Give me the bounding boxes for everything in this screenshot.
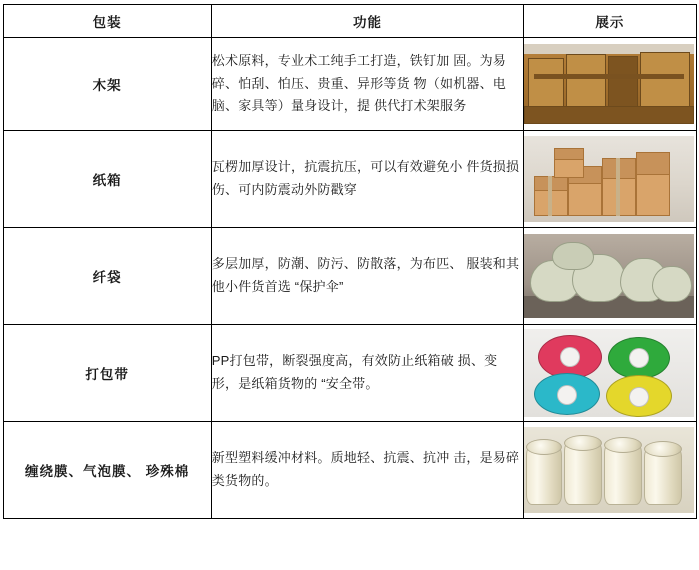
film-roll-cap (604, 437, 642, 453)
film-roll-cap (564, 435, 602, 451)
column-header-package: 包装 (3, 5, 211, 38)
package-function-cell: 多层加厚，防潮、防污、防散落，为布匹、 服装和其他小件货首选 “保护伞” (211, 228, 523, 325)
table-header (3, 5, 696, 38)
carton-box (636, 152, 670, 216)
table-row (3, 325, 696, 422)
crate-plank (534, 74, 684, 79)
packing-strap-rolls-photo (524, 329, 694, 417)
woven-bag-photo (524, 234, 694, 318)
package-function-cell: PP打包带，断裂强度高，有效防止纸箱破 损、变形，是纸箱货物的 “安全带。 (211, 325, 523, 422)
package-image-cell (524, 131, 696, 228)
woven-bag (652, 266, 692, 302)
woven-bag (552, 242, 594, 270)
table-header-row (3, 5, 696, 38)
table-body (3, 38, 696, 519)
package-image-cell (524, 422, 696, 519)
package-image-cell (524, 325, 696, 422)
carton-box-photo (524, 136, 694, 222)
table-row (3, 38, 696, 131)
film-roll-cap (526, 439, 562, 455)
carton-tape (548, 176, 552, 216)
table-row (3, 422, 696, 519)
package-image-cell (524, 38, 696, 131)
package-name-cell: 缠绕膜、气泡膜、 珍殊棉 (3, 422, 211, 519)
package-function-cell: 瓦楞加厚设计，抗震抗压，可以有效避免小 件货损损伤、可内防震动外防戳穿 (211, 131, 523, 228)
image-box (524, 325, 694, 421)
column-header-function: 功能 (211, 5, 523, 38)
carton-box (554, 148, 584, 178)
table-row (3, 131, 696, 228)
image-box (524, 422, 694, 518)
crate-plank (524, 106, 694, 124)
image-box (524, 131, 694, 227)
package-function-cell: 松术原料，专业术工纯手工打造，铁钉加 固。为易碎、怕刮、怕压、贵重、异形等货 物（如机器、电脑、家具等）量身设计，提 供代打术架服务 (211, 38, 523, 131)
package-name-cell: 打包带 (3, 325, 211, 422)
wooden-crate-photo (524, 44, 694, 124)
carton-tape (616, 158, 620, 216)
film-roll-cap (644, 441, 682, 457)
column-header-display: 展示 (524, 5, 696, 38)
package-image-cell (524, 228, 696, 325)
packaging-table (3, 4, 697, 519)
image-box (524, 38, 694, 130)
package-name-cell: 纤袋 (3, 228, 211, 325)
package-name-cell: 木架 (3, 38, 211, 131)
table-row (3, 228, 696, 325)
image-box (524, 228, 694, 324)
package-function-cell: 新型塑料缓冲材料。质地轻、抗震、抗冲 击，是易碎类货物的。 (211, 422, 523, 519)
stretch-film-rolls-photo (524, 427, 694, 513)
package-name-cell: 纸箱 (3, 131, 211, 228)
